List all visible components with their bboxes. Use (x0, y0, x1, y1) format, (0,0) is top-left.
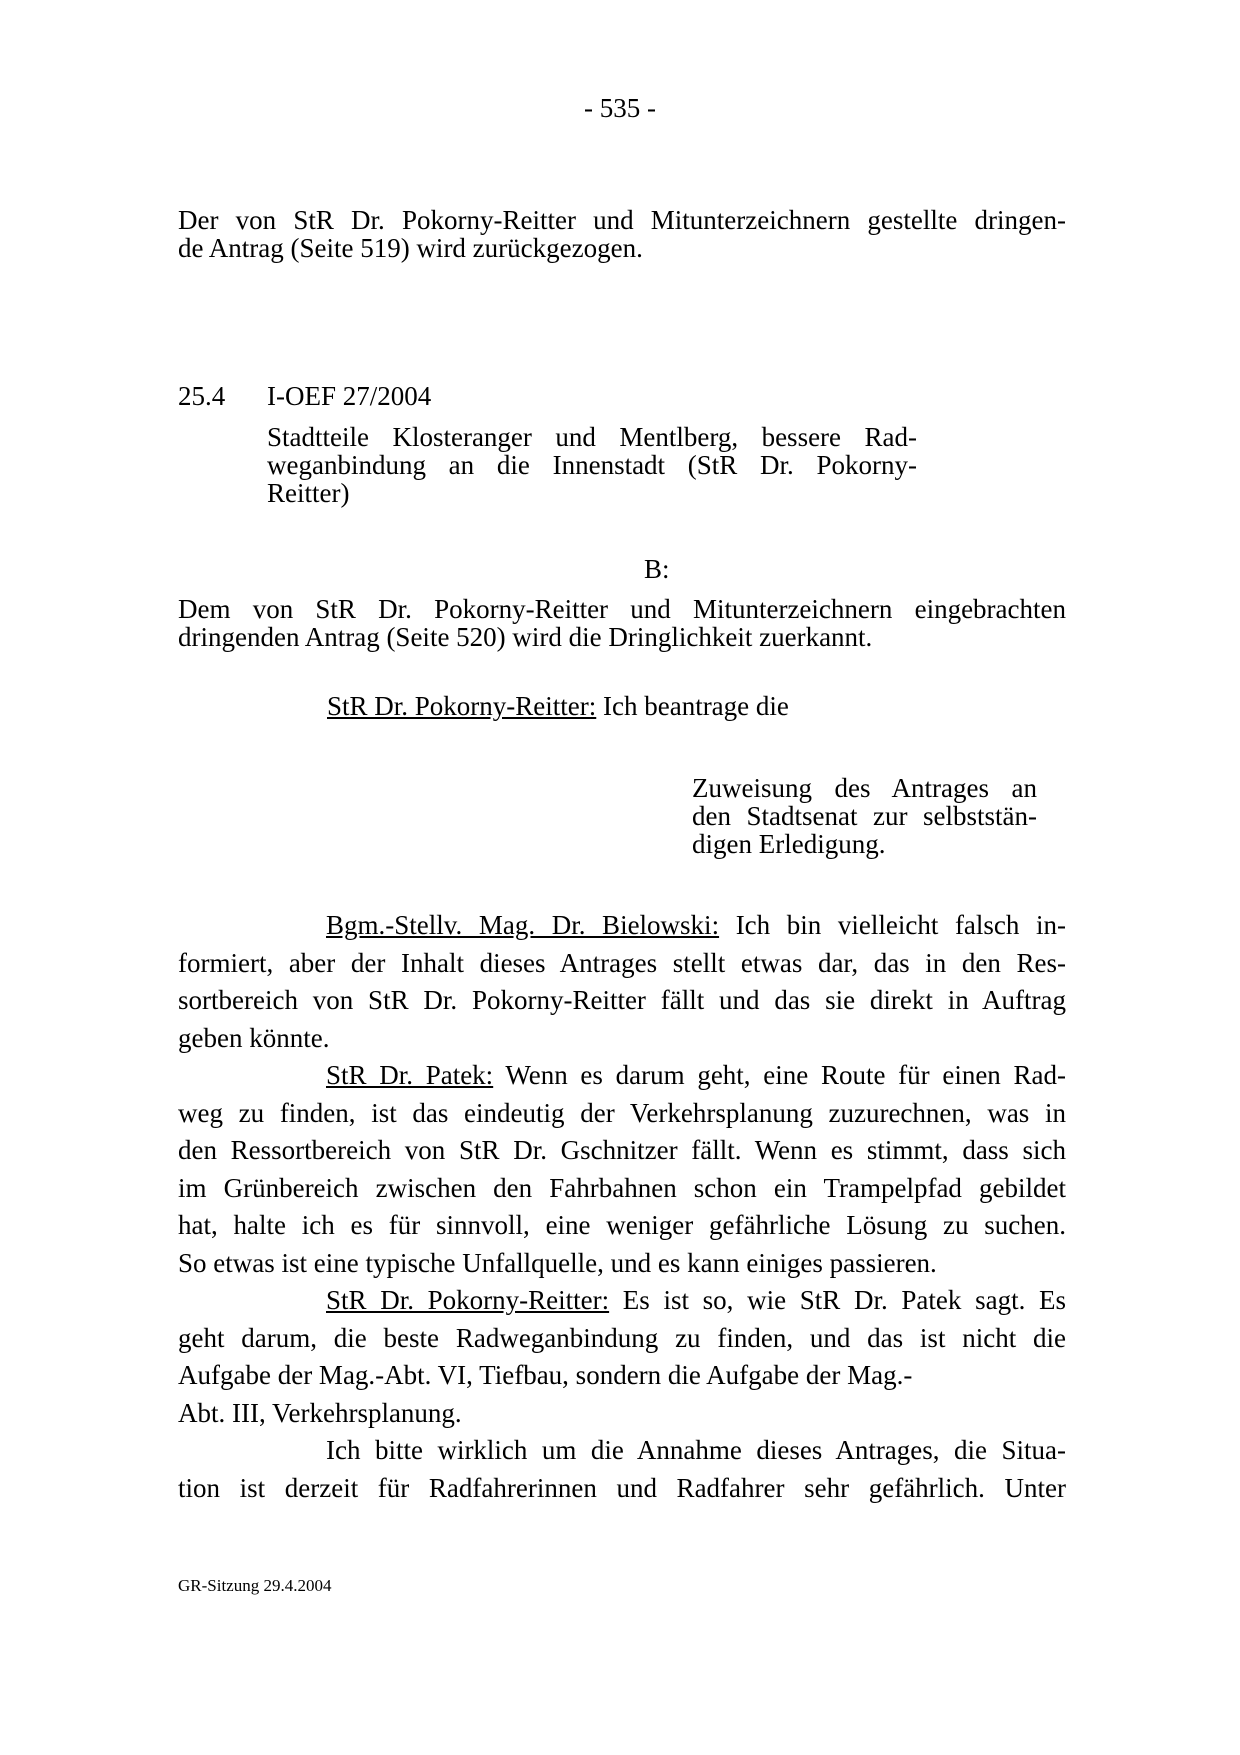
item-title (267, 423, 917, 507)
motion-text: Ich beantrage die (603, 691, 789, 721)
statement-patek (178, 1057, 1066, 1282)
debate-section (178, 907, 1066, 1507)
decision-paragraph (178, 595, 1066, 651)
speaker-name: StR Dr. Patek: (326, 1060, 494, 1090)
item-title-line: Stadtteile Klosteranger und Mentlberg, bessere Rad- (267, 422, 917, 452)
decision-label: B: (644, 554, 670, 584)
withdrawal-paragraph (178, 206, 1066, 262)
withdrawal-line: Der von StR Dr. Pokorny-Reitter und Mitunterzeichnern gestellte dringen- (178, 205, 1066, 235)
statement-line: im Grünbereich zwischen den Fahrbahnen schon ein Trampelpfad gebildet (178, 1172, 1066, 1203)
motion-request-line: Zuweisung des Antrages an (692, 773, 1037, 803)
item-title-line: weganbindung an die Innenstadt (StR Dr. Pokorny- (267, 450, 917, 480)
decision-line: dringenden Antrag (Seite 520) wird die Dringlichkeit zuerkannt. (178, 622, 873, 652)
statement-line: hat, halte ich es für sinnvoll, eine weniger gefährliche Lösung zu suchen. (178, 1210, 1066, 1240)
speaker-name: Bgm.-Stellv. Mag. Dr. Bielowski: (326, 910, 720, 940)
decision-line: Dem von StR Dr. Pokorny-Reitter und Mitunterzeichnern eingebrachten (178, 594, 1066, 624)
statement-line: geben könnte. (178, 1022, 330, 1053)
item-title-line: Reitter) (267, 478, 350, 508)
statement-first-line: Ich bin vielleicht falsch in- (735, 910, 1067, 940)
motion-request-line: digen Erledigung. (692, 829, 886, 859)
speaker-name: StR Dr. Pokorny-Reitter: (326, 1285, 610, 1315)
motion-request-line: den Stadtsenat zur selbststän- (692, 801, 1037, 831)
statement-first-line: Ich bitte wirklich um die Annahme dieses Antrages, die Situa- (326, 1435, 1066, 1465)
motion-statement (327, 690, 789, 722)
motion-request (692, 774, 1037, 858)
statement-line: Abt. III, Verkehrsplanung. (178, 1397, 462, 1428)
item-reference: I-OEF 27/2004 (267, 381, 432, 411)
statement-bielowski (178, 907, 1066, 1057)
statement-line: So etwas ist eine typische Unfallquelle, und es kann einiges passieren. (178, 1247, 937, 1278)
footer-session-date: GR-Sitzung 29.4.2004 (178, 1576, 332, 1595)
statement-first-line: Es ist so, wie StR Dr. Patek sagt. Es (622, 1285, 1066, 1315)
withdrawal-line: de Antrag (Seite 519) wird zurückgezogen. (178, 233, 643, 263)
statement-line: Aufgabe der Mag.-Abt. VI, Tiefbau, sondern die Aufgabe der Mag.- (178, 1360, 913, 1390)
item-number: 25.4 (178, 381, 226, 411)
speaker-name: StR Dr. Pokorny-Reitter: (327, 691, 597, 721)
statement-line: formiert, aber der Inhalt dieses Antrages stellt etwas dar, das in den Res- (178, 947, 1066, 978)
statement-continuation (178, 1432, 1066, 1507)
page-number: - 535 - (584, 93, 656, 123)
statement-line: tion ist derzeit für Radfahrerinnen und Radfahrer sehr gefährlich. Unter (178, 1472, 1066, 1503)
statement-pokorny-reitter (178, 1282, 1066, 1432)
statement-line: sortbereich von StR Dr. Pokorny-Reitter fällt und das sie direkt in Auftrag (178, 985, 1066, 1015)
statement-line: geht darum, die beste Radweganbindung zu finden, und das ist nicht die (178, 1322, 1066, 1353)
statement-line: weg zu finden, ist das eindeutig der Verkehrsplanung zuzurechnen, was in (178, 1097, 1066, 1128)
statement-first-line: Wenn es darum geht, eine Route für einen Rad- (505, 1060, 1067, 1090)
statement-line: den Ressortbereich von StR Dr. Gschnitzer fällt. Wenn es stimmt, dass sich (178, 1135, 1066, 1165)
